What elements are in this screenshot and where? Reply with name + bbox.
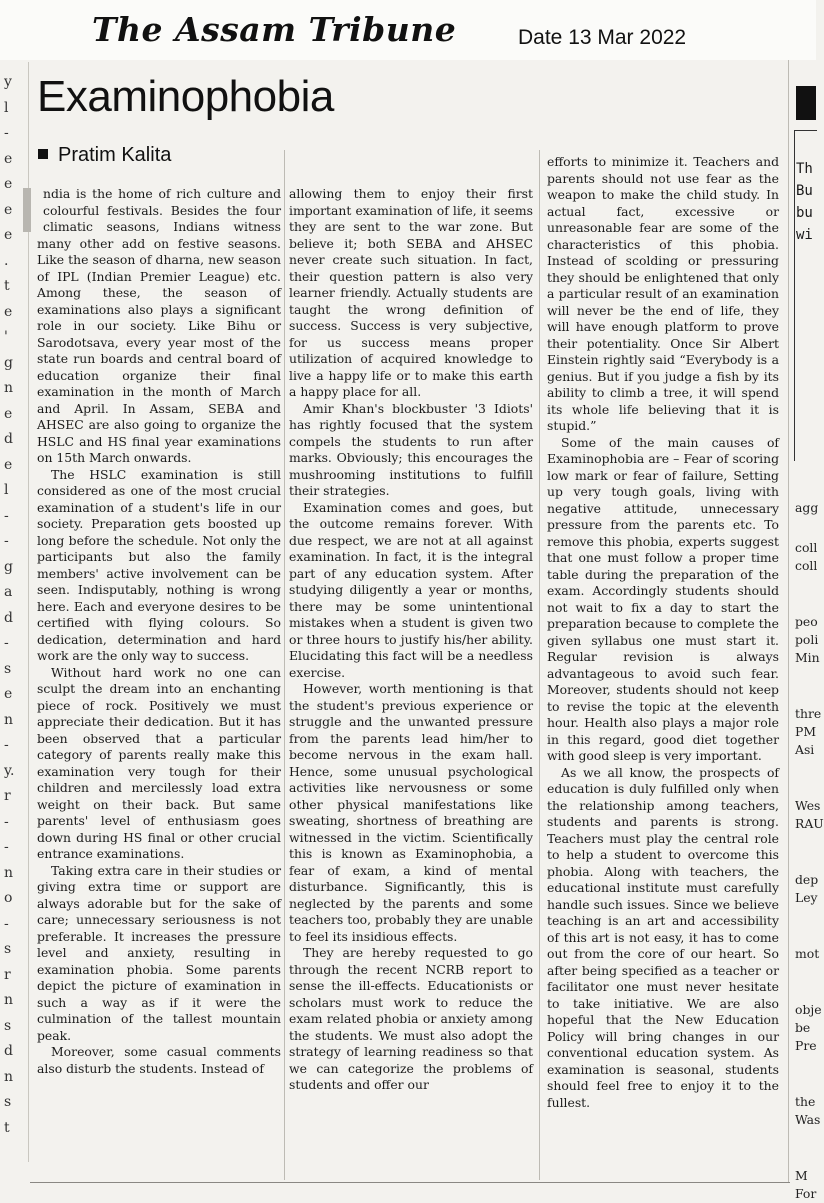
neighbor-text-fragment: e	[4, 456, 13, 473]
article-byline	[38, 144, 171, 167]
neighbor-text-fragment: agg	[795, 500, 819, 515]
neighbor-text-fragment: RAU	[795, 816, 824, 831]
paragraph: Without hard work no one can sculpt the dream into an enchanting piece of rock. Positively we must appreciate their dedication. But it has been observed that a particular category of parents really make this examination very tough for their children and mercilessly load extra weight on their back. But same parents' level of enthusiasm goes down during HS final or other crucial entrance examinations.	[37, 664, 281, 861]
neighbor-text-fragment: -	[4, 915, 9, 932]
neighbor-text-fragment: n	[4, 711, 14, 728]
neighbor-text-fragment: l	[4, 99, 9, 116]
neighbor-text-fragment: Wes	[795, 798, 821, 813]
neighbor-text-fragment: obje	[795, 1002, 822, 1017]
cartoon-text-fragment: wi	[796, 227, 813, 243]
neighbor-text-fragment: a	[4, 584, 13, 600]
publication-date: Date 13 Mar 2022	[518, 26, 687, 49]
page-bottom-rule	[30, 1182, 790, 1183]
neighbor-text-fragment: -	[4, 533, 9, 549]
paragraph: As we all know, the prospects of education is duly fulfilled only when the relationship among teachers, students and parents is strong. Teachers must play the central role to help a student to overcome this phobia. Along with teachers, the educational institute must carefully handle such issues. Since we believe teaching is an art and accessibility of this art is not easy, it has to come out from the core of our heart. So after being specified as a teacher or facilitator one must never hesitate to take initiative. We are also hopeful that the New Education Policy will bring changes in our conventional education system. As examination is seasonal, students should feel free to enjoy it to the fullest.	[547, 764, 779, 1110]
neighbor-text-fragment: dep	[795, 872, 819, 887]
neighbor-text-fragment: g	[4, 354, 13, 371]
neighbor-text-fragment: d	[4, 609, 13, 626]
neighbor-text-fragment: thre	[795, 706, 822, 721]
cartoon-text-fragment: Bu	[796, 183, 813, 199]
neighbor-text-fragment: r	[4, 788, 11, 804]
column-divider	[284, 150, 285, 1180]
neighbor-text-fragment: -	[4, 737, 9, 753]
column-divider	[539, 150, 540, 1180]
author-name: Pratim Kalita	[58, 144, 172, 166]
neighbor-text-fragment: the	[795, 1094, 816, 1109]
paragraph: Taking extra care in their studies or giving extra time or support are always adorable but for the sake of care; unnecessary seriousness is not preferable. It increases the pressure level and anxiety, resulting in examination phobia. Some parents depict the picture of examination in such a way as if it were the culmination of the tallest mountain peak.	[37, 862, 281, 1043]
neighbor-text-fragment: e	[4, 227, 13, 243]
neighbor-text-fragment: n	[4, 1068, 14, 1085]
neighbor-text-fragment: -	[4, 507, 9, 524]
neighbor-text-fragment: d	[4, 431, 13, 447]
neighbor-text-fragment: s	[4, 1094, 12, 1110]
masthead	[0, 0, 816, 60]
neighbor-text-fragment: M	[795, 1168, 808, 1183]
neighbor-text-fragment: Min	[795, 650, 820, 665]
neighbor-text-fragment: -	[4, 813, 9, 830]
neighbor-text-fragment: '	[4, 329, 8, 345]
neighbor-text-fragment: -	[4, 839, 9, 855]
cartoon-text-fragment: Th	[796, 161, 813, 177]
neighbor-text-fragment: For	[795, 1186, 817, 1201]
byline-square-icon	[38, 149, 48, 159]
neighbor-text-fragment: r	[4, 966, 11, 983]
paragraph: efforts to minimize it. Teachers and parents should not use fear as the weapon to make the child study. In actual fact, excessive or unreasonable fear are some of the characteristics of this phobia. Instead of scolding or pressuring they should be enlightened that only a particular result of an examination will never be the end of life, they will have enough platform to prove their potentiality. Once Sir Albert Einstein rightly said “Everybody is a genius. But if you judge a fish by its ability to climb a tree, it will spend its whole life believing that it is stupid.”	[547, 154, 779, 433]
neighbor-text-fragment: g	[4, 558, 13, 575]
paragraph: The HSLC examination is still considered as one of the most crucial examination of a student's life in our society. Preparation gets boosted up long before the schedule. Not only the participants but also the family members' active involvement can be seen. Indisputably, nothing is wrong here. Each and everyone desires to be certified with flying colours. So dedication, determination and hard work are the only way to success.	[37, 466, 281, 663]
column-divider	[788, 60, 789, 1182]
neighbor-text-fragment: o	[4, 890, 13, 906]
neighbor-text-fragment: e	[4, 405, 13, 422]
neighbor-text-fragment: n	[4, 864, 14, 881]
neighbor-text-fragment: t	[4, 278, 10, 294]
paragraph: Examination comes and goes, but the outcome remains forever. With due respect, we are not at all against examination. In fact, it is the integral part of any education system. After studying diligently a year or months, there may be some unintentional mistakes when a student is given two or three hours to justify his/her ability. Elucidating this fact will be a needless exercise.	[289, 499, 533, 680]
paragraph: ndia is the home of rich culture and colourful festivals. Besides the four climatic seasons, Indians witness many other add on festive seasons. Like the season of dharna, new season of IPL (Indian Premier League) etc. Among these, the season of examinations also plays a significant role in our society. Like Bihu or Sarodotsava, every year most of the state run boards and central board of education organize their final examination in the month of March and April. In Assam, SEBA and AHSEC are also going to organize the HSLC and HS final year examinations on 15th March onwards.	[37, 186, 281, 467]
neighbor-text-fragment: e	[4, 150, 13, 167]
neighbor-text-fragment: y.	[4, 762, 15, 779]
cartoon-text	[796, 158, 818, 246]
neighbor-text-fragment: .	[4, 252, 9, 269]
neighbor-text-fragment: coll	[795, 558, 818, 573]
paragraph: However, worth mentioning is that the student's previous experience or struggle and the unwanted pressure from the parents lead him/her to become nervous in the exam hall. Hence, some unusual psychological activities like nervousness or some other physical manifestations like sweating, shortness of breathing are witnessed in the victim. Scientifically this is known as Examinophobia, a fear of exam, a kind of mental disturbance. Significantly, this is neglected by the parents and some teachers too, probably they are unable to feel its insidious effects.	[289, 681, 533, 944]
paragraph: They are hereby requested to go through the recent NCRB report to sense the ill-effects. Educationists or scholars must work to reduce the exam related phobia or anxiety among the students. We must also adopt the strategy of learning readiness so that we can categorize the problems of students and offer our	[289, 945, 533, 1092]
paragraph: Some of the main causes of Examinophobia are – Fear of scoring low mark or fear of failure, Setting up very tough goals, living with negative attitude, unnecessary pressure from the parents etc. To remove this phobia, experts suggest that one must follow a proper time table during the preparation of the exam. Accordingly students should not wait to fix a day to start the preparation because to complete the given syllabus one must start it. Regular revision is always advantageous to avoid such fear. Moreover, students should not keep to revise the topic at the eleventh hour. Health also plays a major role in this regard, good diet together with good sleep is very important.	[547, 434, 779, 763]
article-headline: Examinophobia	[37, 72, 334, 121]
neighbor-text-fragment: e	[4, 176, 13, 192]
neighbor-headline-block	[796, 86, 816, 120]
newspaper-logo: The Assam Tribune	[92, 10, 457, 49]
neighbor-text-fragment: y	[4, 74, 12, 90]
paragraph: Moreover, some casual comments also disturb the students. Instead of	[37, 1044, 281, 1076]
neighbor-text-fragment: d	[4, 1043, 13, 1059]
article-column-1	[37, 186, 281, 1171]
neighbor-text-fragment: s	[4, 941, 12, 957]
neighbor-text-fragment: Ley	[795, 890, 818, 905]
neighbor-text-fragment: Was	[795, 1112, 821, 1127]
neighbor-text-fragment: n	[4, 992, 14, 1008]
neighbor-text-fragment: s	[4, 660, 12, 677]
right-edge-neighbor-column	[794, 488, 824, 1201]
neighbor-text-fragment: poli	[795, 632, 819, 647]
paragraph: Amir Khan's blockbuster '3 Idiots' has rightly focused that the system compels the students to run after marks. Obviously; this encourages the mushrooming institutions to fulfill their strategies.	[289, 400, 533, 498]
neighbor-text-fragment: Pre	[795, 1038, 817, 1053]
neighbor-text-fragment: be	[795, 1020, 811, 1035]
neighbor-text-fragment: PM	[795, 724, 817, 739]
neighbor-text-fragment: t	[4, 1119, 10, 1136]
article-column-3	[547, 154, 779, 1174]
drop-cap-bar	[23, 188, 31, 232]
neighbor-text-fragment: coll	[795, 540, 818, 555]
paragraph: allowing them to enjoy their first important examination of life, it seems they are sent to the war zone. But believe it; both SEBA and AHSEC never create such situation. In fact, their question pattern is also very learner friendly. Actually students are taught the wrong definition of success. Success is very subjective, for us success means proper utilization of acquired knowledge to live a happy life or to make this earth a happy place for all.	[289, 186, 533, 399]
neighbor-text-fragment: mot	[795, 946, 820, 961]
neighbor-text-fragment: peo	[795, 614, 818, 629]
neighbor-text-fragment: s	[4, 1017, 12, 1034]
neighbor-text-fragment: Asi	[795, 742, 815, 757]
neighbor-text-fragment: -	[4, 635, 9, 651]
neighbor-text-fragment: -	[4, 125, 9, 141]
neighbor-text-fragment: l	[4, 482, 9, 498]
neighbor-text-fragment: e	[4, 201, 13, 218]
neighbor-text-fragment: e	[4, 303, 13, 320]
article-column-2	[289, 186, 533, 1171]
neighbor-text-fragment: e	[4, 686, 13, 702]
cartoon-text-fragment: bu	[796, 205, 813, 221]
neighbor-text-fragment: n	[4, 380, 14, 396]
